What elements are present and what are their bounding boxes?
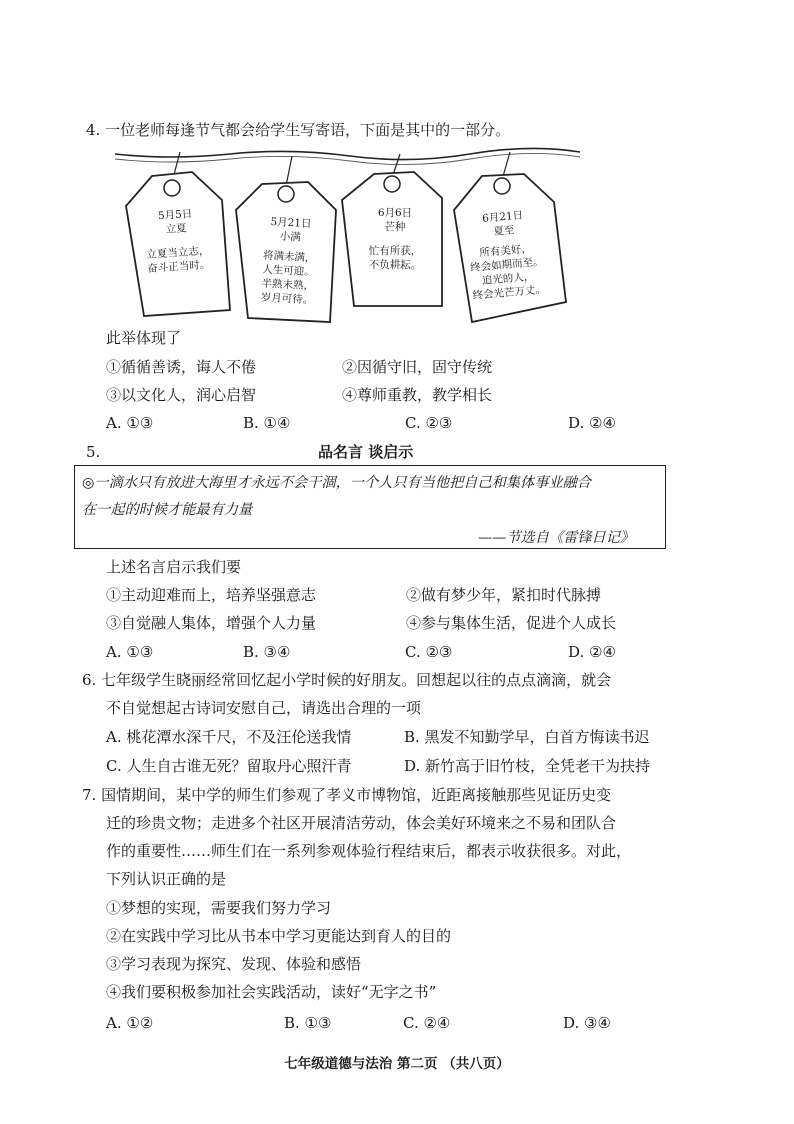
tag-line: 奋斗正当时。 xyxy=(146,258,211,276)
tag-date: 6月21日 xyxy=(481,209,524,225)
tag-date: 6月6日 xyxy=(377,207,413,219)
tag-date: 5月5日 xyxy=(157,207,193,223)
tag-term: 小满 xyxy=(279,230,302,244)
tag-date: 5月21日 xyxy=(270,215,312,231)
q5-title: 品名言 谈启示 xyxy=(318,443,414,461)
tag-line: 半熟未熟， xyxy=(261,277,315,293)
tag-line: 终会如期而至。 xyxy=(469,255,545,275)
q5-number: 5. xyxy=(86,443,101,461)
q7-item-1: ①梦想的实现，需要我们努力学习 xyxy=(106,899,332,917)
tag-line: 不负耕耘。 xyxy=(368,259,422,271)
q7-item-2: ②在实践中学习比从书本中学习更能达到育人的目的 xyxy=(106,927,452,945)
q7-line-3: 作的重要性……师生们在一系列参观体验行程结束后，都表示收获很多。对此， xyxy=(106,842,632,860)
q5-item-2: ②做有梦少年，紧扣时代脉搏 xyxy=(406,586,602,604)
tag-line: 立夏当立志， xyxy=(145,244,210,262)
tag-line: 岁月可待。 xyxy=(260,291,314,307)
q4-item-2: ②因循守旧，固守传统 xyxy=(342,358,493,376)
q7-choice-c[interactable]: C. ②④ xyxy=(403,1014,451,1032)
q7-choice-a[interactable]: A. ①② xyxy=(106,1014,154,1032)
q6-choice-c[interactable]: C. 人生自古谁无死？留取丹心照汗青 xyxy=(106,757,352,775)
q5-choice-b[interactable]: B. ③④ xyxy=(243,643,291,661)
q6-choice-a[interactable]: A. 桃花潭水深千尺，不及汪伦送我情 xyxy=(106,728,352,746)
q6-line-2: 不自觉想起古诗词安慰自己，请选出合理的一项 xyxy=(106,699,422,717)
tag-text-xiaoman xyxy=(244,214,335,308)
q7-line-1: 7. 国情期间，某中学的师生们参观了孝义市博物馆，近距离接触那些见证历史变 xyxy=(82,786,612,804)
quote-line-2: 在一起的时候才能最有力量 xyxy=(82,502,253,518)
tag-term: 夏至 xyxy=(492,224,515,238)
tag-text-mangzhong xyxy=(350,206,440,272)
tag-text-lixia xyxy=(132,205,222,277)
q4-choice-d[interactable]: D. ②④ xyxy=(568,414,616,432)
q5-choice-d[interactable]: D. ②④ xyxy=(568,643,616,661)
q7-choice-d[interactable]: D. ③④ xyxy=(563,1014,611,1032)
q5-lead: 上述名言启示我们要 xyxy=(106,558,242,576)
tag-text-xiazhi xyxy=(454,206,557,304)
tag-line: 人生可迎。 xyxy=(261,263,316,279)
q5-choice-c[interactable]: C. ②③ xyxy=(405,643,453,661)
q7-item-3: ③学习表现为探究、发现、体验和感悟 xyxy=(106,955,362,973)
quote-line-1: ◎一滴水只有放进大海里才永远不会干涸，一个人只有当他把自己和集体事业融合 xyxy=(82,475,591,491)
page-footer: 七年级道德与法治 第二页 （共八页） xyxy=(284,1056,510,1072)
tag-line: 追光的人， xyxy=(481,270,535,288)
tag-term: 芒种 xyxy=(384,221,406,233)
q5-item-3: ③自觉融人集体，增强个人力量 xyxy=(106,614,317,632)
q7-line-4: 下列认识正确的是 xyxy=(106,870,227,888)
q6-choice-d[interactable]: D. 新竹高于旧竹枝，全凭老干为扶持 xyxy=(404,757,651,775)
q4-stem: 4. 一位老师每逢节气都会给学生写寄语，下面是其中的一部分。 xyxy=(86,121,511,139)
q6-choice-b[interactable]: B. 黑发不知勤学早，白首方悔读书迟 xyxy=(404,728,650,746)
q5-choice-a[interactable]: A. ①③ xyxy=(106,643,154,661)
q4-choice-c[interactable]: C. ②③ xyxy=(405,414,453,432)
q7-choice-b[interactable]: B. ①③ xyxy=(284,1014,332,1032)
q7-item-4: ④我们要积极参加社会实践活动，读好“无字之书” xyxy=(106,983,437,1001)
q4-choice-a[interactable]: A. ①③ xyxy=(106,414,154,432)
tag-line: 所有美好， xyxy=(478,242,533,260)
q4-choice-b[interactable]: B. ①④ xyxy=(243,414,291,432)
q4-item-4: ④尊师重教，教学相长 xyxy=(342,386,493,404)
tag-line: 终会光芒万丈。 xyxy=(472,283,547,303)
tag-term: 立夏 xyxy=(165,222,188,236)
q7-line-2: 迁的珍贵文物；走进多个社区开展清洁劳动，体会美好环境来之不易和团队合 xyxy=(106,814,617,832)
q6-line-1: 6. 七年级学生晓丽经常回忆起小学时候的好朋友。回想起以往的点点滴滴，就会 xyxy=(82,671,612,689)
quote-source: ——节选自《雷锋日记》 xyxy=(478,530,635,546)
q5-item-4: ④参与集体生活，促进个人成长 xyxy=(406,614,617,632)
q4-item-1: ①循循善诱，诲人不倦 xyxy=(106,358,257,376)
tag-line: 忙有所获， xyxy=(368,245,422,257)
q4-item-3: ③以文化人，润心启智 xyxy=(106,386,257,404)
q5-item-1: ①主动迎难而上，培养坚强意志 xyxy=(106,586,317,604)
q4-lead: 此举体现了 xyxy=(106,329,182,347)
tag-line: 将满未满， xyxy=(262,249,316,265)
